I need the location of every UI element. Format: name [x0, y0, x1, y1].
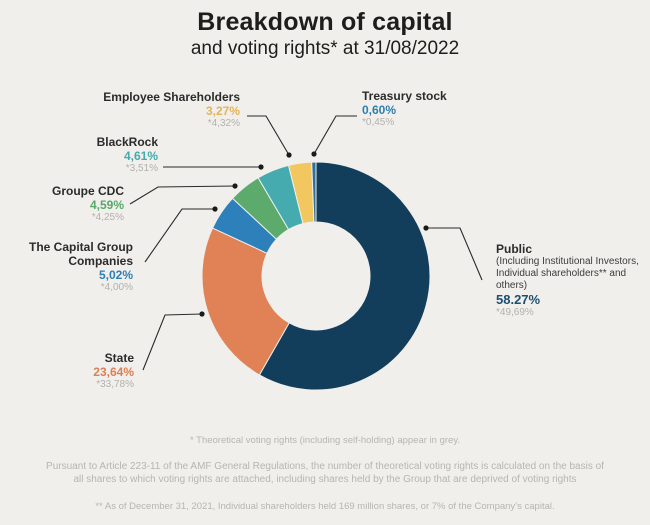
segment-voting-value: *33,78% [96, 379, 134, 391]
segment-capital-value: 5,02% [98, 268, 133, 283]
segment-capital-value: 58.27% [496, 292, 541, 308]
segment-capital-value: 23,64% [93, 365, 134, 380]
segment-name: The Capital Group Companies [28, 240, 133, 269]
callout-blackrock [97, 135, 158, 175]
callout-groupe-cdc [52, 184, 124, 224]
callout-employee-shareholders [103, 90, 240, 130]
leader-line-groupe-cdc [130, 186, 235, 204]
segment-name: Employee Shareholders [103, 90, 240, 104]
segment-name: State [104, 351, 134, 365]
leader-dot-capital-group [212, 206, 217, 211]
donut-wedges [202, 162, 430, 390]
segment-name: Groupe CDC [52, 184, 124, 198]
segment-capital-value: 0,60% [362, 103, 397, 118]
leader-dot-blackrock [258, 164, 263, 169]
segment-name: Treasury stock [362, 89, 447, 103]
page-subtitle: and voting rights* at 31/08/2022 [190, 38, 460, 59]
leader-dot-treasury-stock [311, 151, 316, 156]
segment-capital-value: 4,61% [123, 149, 158, 164]
segment-voting-value: *4,00% [100, 282, 133, 294]
leader-line-state [143, 314, 202, 370]
page-title: Breakdown of capital [197, 8, 453, 36]
segment-voting-value: *3,51% [125, 163, 158, 175]
leader-dot-state [199, 311, 204, 316]
leader-dot-public [423, 225, 428, 230]
segment-description: (Including Institutional Investors, Individual shareholders** and others) [496, 256, 639, 292]
footnote-voting-rights: * Theoretical voting rights (including self-holding) appear in grey. [189, 435, 461, 446]
leader-line-employee-shareholders [247, 116, 289, 155]
callout-public [496, 242, 648, 319]
footnote-amf-regulation: Pursuant to Article 223-11 of the AMF General Regulations, the number of theoretical voting rights is calculated on the basis of all shares to which voting rights are attached, including shares held by the Group that are deprived of voting rights [46, 461, 604, 486]
segment-voting-value: *4,32% [207, 118, 240, 130]
segment-name: BlackRock [96, 135, 158, 149]
segment-capital-value: 4,59% [89, 198, 124, 213]
segment-capital-value: 3,27% [205, 104, 240, 119]
segment-voting-value: *0,45% [362, 117, 395, 129]
segment-voting-value: *49,69% [496, 307, 534, 319]
leader-dot-groupe-cdc [232, 183, 237, 188]
callout-treasury-stock [362, 89, 447, 129]
leader-line-public [426, 228, 482, 280]
segment-voting-value: *4,25% [91, 212, 124, 224]
leader-dot-employee-shareholders [286, 152, 291, 157]
footnote-individual-shareholders: ** As of December 31, 2021, Individual shareholders held 169 million shares, or 7% of the Company’s capital. [95, 501, 555, 512]
callout-capital-group [21, 240, 133, 294]
segment-name: Public [496, 242, 533, 256]
callout-state [93, 351, 134, 391]
leader-line-treasury-stock [314, 116, 357, 154]
